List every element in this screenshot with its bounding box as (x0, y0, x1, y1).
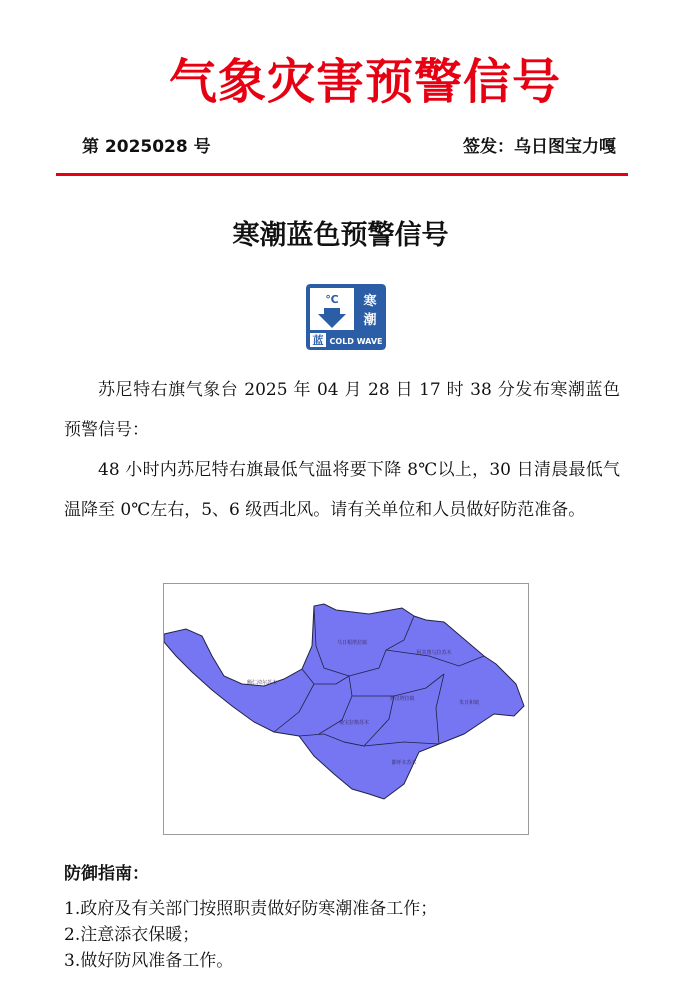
paragraph-2: 48 小时内苏尼特右旗最低气温将要下降 8℃以上，30 日清晨最低气温降至 0℃左右，5、6 级西北风。请有关单位和人员做好防范准备。 (64, 460, 620, 520)
guide-heading: 防御指南： (64, 864, 149, 884)
badge-unit: ℃ (325, 293, 339, 306)
header-title: 气象灾害预警信号 (168, 54, 561, 110)
paragraph-1: 苏尼特右旗气象台 2025 年 04 月 28 日 17 时 38 分发布寒潮蓝色预警信号： (64, 380, 620, 440)
guide-item: 3.做好防风准备工作。 (64, 951, 234, 971)
badge-char-2: 潮 (363, 313, 377, 328)
signer: 签发：乌日图宝力嘎 (463, 137, 616, 157)
document-title: 寒潮蓝色预警信号 (232, 220, 449, 251)
guide-item: 1.政府及有关部门按照职责做好防寒潮准备工作； (64, 899, 438, 919)
label-aqitu: 阿其图乌拉苏木 (416, 650, 452, 656)
cold-wave-blue-badge (306, 284, 386, 350)
header-divider (56, 173, 628, 176)
label-wurigen: 乌日根塔拉镇 (336, 640, 368, 646)
label-saihan: 赛汉塔拉镇 (389, 696, 415, 702)
region-map (163, 583, 529, 835)
label-erennaoer: 额仁淖尔苏木 (246, 680, 278, 686)
issue-number: 第 2025028 号 (82, 137, 211, 157)
label-duhumu: 都呼木苏木 (391, 760, 417, 766)
guide-item: 2.注意添衣保暖； (64, 925, 200, 945)
label-sangbao: 桑宝拉格苏木 (338, 720, 370, 726)
label-zhurihe: 朱日和镇 (458, 700, 480, 706)
badge-english: COLD WAVE (329, 337, 383, 346)
badge-level: 蓝 (312, 334, 324, 347)
guide-list (64, 896, 437, 974)
body-text (64, 370, 620, 530)
badge-char-1: 寒 (363, 294, 377, 309)
